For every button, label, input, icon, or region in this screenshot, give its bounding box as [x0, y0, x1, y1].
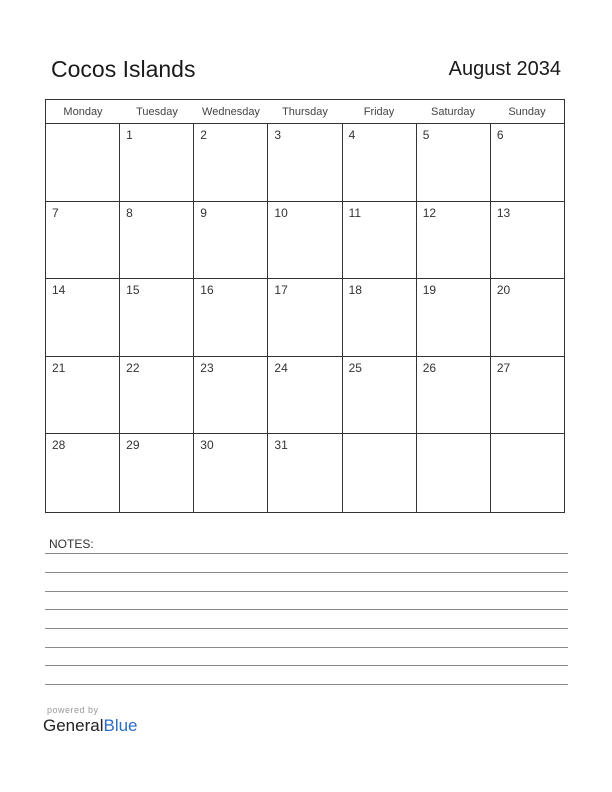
- day-cell: [46, 124, 120, 201]
- notes-label: NOTES:: [49, 537, 94, 551]
- day-cell: [343, 124, 417, 201]
- day-cell: [194, 434, 268, 512]
- day-number: 27: [496, 360, 511, 375]
- day-number: 6: [496, 128, 504, 142]
- brand-general-text: General: [43, 716, 104, 735]
- day-cell: [120, 202, 194, 279]
- weekday-header-row: [46, 100, 564, 124]
- day-cell: [46, 202, 120, 279]
- day-number: 19: [422, 283, 437, 297]
- day-number: 21: [52, 360, 66, 375]
- day-number: 23: [200, 360, 214, 375]
- day-cell: [343, 202, 417, 279]
- day-cell: [194, 279, 268, 356]
- note-line: [45, 553, 568, 554]
- day-number: 13: [496, 205, 511, 220]
- calendar-grid: [45, 99, 565, 513]
- weekday-monday: Monday: [63, 106, 103, 118]
- day-cell: [46, 434, 120, 512]
- day-cell: [268, 202, 342, 279]
- day-number: 8: [126, 205, 133, 220]
- weekday-thursday: Thursday: [282, 106, 328, 118]
- day-cell: [194, 202, 268, 279]
- day-cell: [194, 357, 268, 434]
- day-cell: [417, 279, 491, 356]
- day-cell: [491, 279, 564, 356]
- week-row-3: [46, 279, 564, 357]
- day-number: 10: [274, 205, 288, 220]
- day-number: 9: [200, 205, 207, 220]
- day-number: 22: [126, 360, 140, 375]
- day-cell: [417, 124, 491, 201]
- day-number: 18: [348, 283, 362, 297]
- day-cell: [343, 357, 417, 434]
- brand-blue-text: Blue: [103, 716, 138, 735]
- note-line: [45, 684, 568, 685]
- day-cell: [343, 434, 417, 512]
- day-number: 28: [52, 438, 66, 452]
- week-row-5: [46, 434, 564, 512]
- day-number: 5: [422, 128, 430, 142]
- day-cell: [268, 124, 342, 201]
- note-line: [45, 572, 568, 573]
- day-cell: [268, 279, 342, 356]
- day-cell: [120, 124, 194, 201]
- day-cell: [46, 279, 120, 356]
- day-number: 26: [422, 360, 437, 375]
- day-cell: [194, 124, 268, 201]
- day-cell: [46, 357, 120, 434]
- powered-by-text: powered by: [47, 705, 99, 715]
- note-line: [45, 628, 568, 629]
- day-number: 15: [126, 283, 140, 297]
- day-number: 31: [274, 438, 288, 452]
- note-line: [45, 609, 568, 610]
- weekday-saturday: Saturday: [430, 106, 476, 118]
- week-row-4: [46, 357, 564, 435]
- day-number: 2: [200, 128, 207, 142]
- day-number: 20: [496, 283, 511, 297]
- day-cell: [417, 357, 491, 434]
- day-cell: [120, 434, 194, 512]
- day-number: 7: [52, 205, 59, 220]
- day-number: 16: [200, 283, 214, 297]
- day-number: 14: [52, 283, 66, 297]
- day-cell: [491, 124, 564, 201]
- week-row-1: [46, 124, 564, 202]
- note-line: [45, 591, 568, 592]
- week-row-2: [46, 202, 564, 280]
- day-number: 4: [348, 128, 356, 142]
- weekday-wednesday: Wednesday: [202, 106, 260, 118]
- country-title: Cocos Islands: [51, 56, 196, 82]
- day-cell: [491, 434, 564, 512]
- day-number: 1: [126, 128, 133, 142]
- day-number: 11: [348, 205, 362, 220]
- day-cell: [343, 279, 417, 356]
- day-cell: [417, 202, 491, 279]
- day-number: 30: [200, 438, 214, 452]
- day-number: 3: [274, 128, 282, 142]
- day-cell: [417, 434, 491, 512]
- day-number: 12: [422, 205, 437, 220]
- day-cell: [120, 279, 194, 356]
- weekday-friday: Friday: [363, 106, 395, 118]
- day-number: 25: [348, 360, 362, 375]
- note-line: [45, 665, 568, 666]
- weekday-sunday: Sunday: [508, 106, 546, 118]
- weekday-tuesday: Tuesday: [136, 106, 178, 118]
- day-number: 29: [126, 438, 140, 452]
- day-cell: [268, 357, 342, 434]
- generalblue-logo[interactable]: [43, 716, 138, 736]
- note-line: [45, 647, 568, 648]
- day-number: 24: [274, 360, 288, 375]
- day-cell: [268, 434, 342, 512]
- month-year-title: August 2034: [448, 58, 561, 80]
- day-cell: [491, 202, 564, 279]
- day-cell: [120, 357, 194, 434]
- day-cell: [491, 357, 564, 434]
- day-number: 17: [274, 283, 288, 297]
